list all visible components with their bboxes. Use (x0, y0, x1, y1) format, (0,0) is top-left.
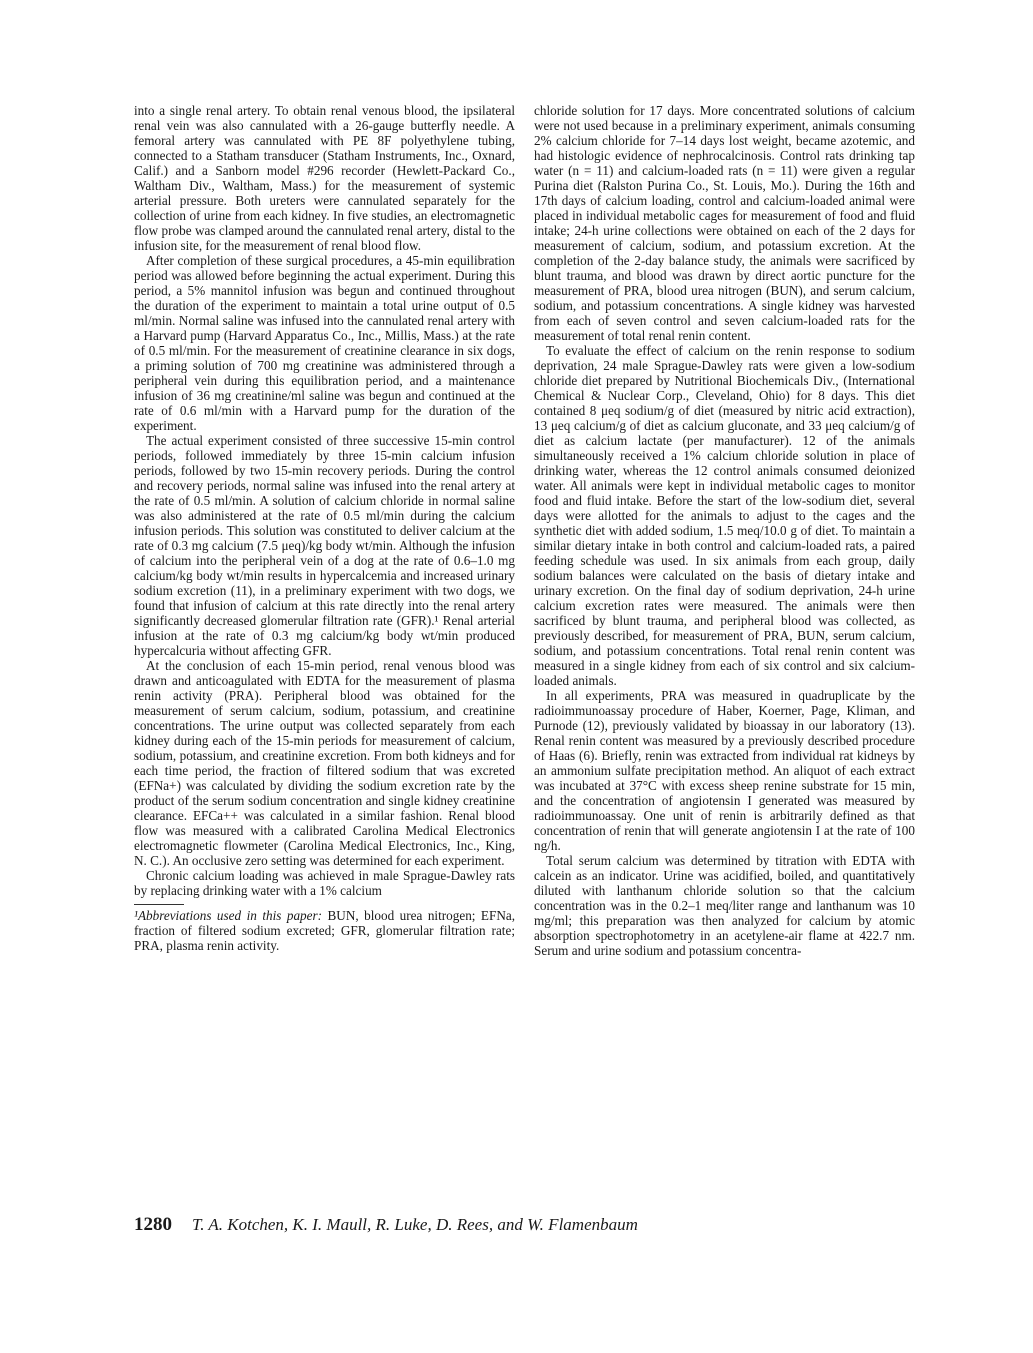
paragraph: To evaluate the effect of calcium on the renin response to sodium deprivation, 24 male Sprague-Dawley rats were given a low-sodium chloride diet prepared by Nutritional Biochemicals Div., (International Chemical & Nuclear Corp., Cleveland, Ohio) for 8 days. This diet contained 8 μeq sodium/g of diet (measured by nitric acid extraction), 13 μeq calcium/g of diet as calcium gluconate, and 33 μeq calcium/g of diet as calcium lactate (per manufacturer). 12 of the animals simultaneously received a 1% calcium chloride solution in place of drinking water, whereas the 12 control animals consumed deionized water. All animals were kept in individual metabolic cages to monitor food and fluid intake. Before the start of the low-sodium diet, several days were allotted for the animals to adjust to the cages and the synthetic diet with added sodium, 1.5 meq/10.0 g of diet. To maintain a similar dietary intake in both control and calcium-loaded rats, a paired feeding schedule was used. In six animals from each group, daily sodium balances were calculated on the basis of dietary intake and urinary excretion. On the final day of sodium deprivation, 24-h urine calcium excretion rates were measured. The animals were then sacrificed by blunt trauma, and peripheral blood was collected, as previously described, for measurement of PRA, BUN, serum calcium, sodium, and potassium concentrations. Total renal renin content was measured in a single kidney from each of six control and six calcium-loaded animals. (534, 343, 915, 688)
paragraph: After completion of these surgical procedures, a 45-min equilibration period was allowed before beginning the actual experiment. During this period, a 5% mannitol infusion was begun and continued throughout the duration of the experiment to maintain a total urine output of 0.5 ml/min. Normal saline was infused into the cannulated renal artery with a Harvard pump (Harvard Apparatus Co., Inc., Millis, Mass.) at the rate of 0.5 ml/min. For the measurement of creatinine clearance in six dogs, a priming solution of 700 mg creatinine was administered through a peripheral vein during this equilibration period, and a maintenance infusion of 36 mg creatinine/ml saline was begun and continued at the rate of 0.6 ml/min with a Harvard pump for the duration of the experiment. (134, 253, 515, 433)
footnote-lead: ¹Abbreviations used in this paper: (134, 908, 323, 923)
paragraph: In all experiments, PRA was measured in quadruplicate by the radioimmunoassay procedure of Haber, Koerner, Page, Kliman, and Purnode (12), previously validated by bioassay in our laboratory (13). Renal renin content was measured by a previously described procedure of Haas (6). Briefly, renin was extracted from individual rat kidneys by an ammonium sulfate precipitation method. An aliquot of each extract was incubated at 37°C with excess sheep renine substrate for 15 min, and the concentration of angiotensin I generated was measured by radioimmunoassay. One unit of renin is arbitrarily defined as that concentration of renin that will generate angiotensin I at the rate of 100 ng/h. (534, 688, 915, 853)
footnote (134, 908, 515, 953)
page-footer (134, 1214, 834, 1236)
footnote-divider (134, 904, 184, 905)
paragraph: Chronic calcium loading was achieved in male Sprague-Dawley rats by replacing drinking water with a 1% calcium (134, 868, 515, 898)
left-column (134, 103, 515, 953)
paragraph: At the conclusion of each 15-min period, renal venous blood was drawn and anticoagulated with EDTA for the measurement of plasma renin activity (PRA). Peripheral blood was obtained for the measurement of serum calcium, sodium, potassium, and creatinine concentrations. The urine output was collected separately from each kidney during each of the 15-min periods for measurement of calcium, sodium, potassium, and creatinine excretion. From both kidneys and for each time period, the fraction of filtered sodium that was excreted (EFNa+) was calculated by dividing the sodium excretion rate by the product of the serum sodium concentration and single kidney creatinine clearance. EFCa++ was calculated in a similar fashion. Renal blood flow was measured with a calibrated Carolina Medical Electronics electromagnetic flowmeter (Carolina Medical Electronics, Inc., King, N. C.). An occlusive zero setting was determined for each experiment. (134, 658, 515, 868)
author-line: T. A. Kotchen, K. I. Maull, R. Luke, D. Rees, and W. Flamenbaum (192, 1215, 638, 1234)
page-number: 1280 (134, 1214, 172, 1235)
paragraph: into a single renal artery. To obtain renal venous blood, the ipsilateral renal vein was also cannulated with a 26-gauge butterfly needle. A femoral artery was cannulated with PE 8F polyethylene tubing, connected to a Statham transducer (Statham Instruments, Inc., Oxnard, Calif.) and a Sanborn model #296 recorder (Hewlett-Packard Co., Waltham Div., Waltham, Mass.) for the measurement of systemic arterial pressure. Both ureters were cannulated separately for the collection of urine from each kidney. In five studies, an electromagnetic flow probe was clamped around the cannulated renal artery, distal to the infusion site, for the measurement of renal blood flow. (134, 103, 515, 253)
paragraph: chloride solution for 17 days. More concentrated solutions of calcium were not used because in a preliminary experiment, animals consuming 2% calcium chloride for 7–14 days lost weight, became azotemic, and had histologic evidence of nephrocalcinosis. Control rats drinking tap water (n = 11) and calcium-loaded rats (n = 11) were given a regular Purina diet (Ralston Purina Co., St. Louis, Mo.). During the 16th and 17th days of calcium loading, control and calcium-loaded animal were placed in individual metabolic cages for measurement of food and fluid intake; 24-h urine collections were obtained on each of the 2 days for measurement of calcium, sodium, and potassium excretion. At the completion of the 2-day balance study, the animals were sacrificed by blunt trauma, and blood was drawn by direct aortic puncture for the measurement of PRA, blood urea nitrogen (BUN), and serum calcium, sodium, and potassium concentrations. A single kidney was harvested from each of seven control and seven calcium-loaded rats for the measurement of total renal renin content. (534, 103, 915, 343)
footnote-text: BUN, blood urea nitrogen; EFNa, fraction of filtered sodium excreted; GFR, glomerular filtration rate; PRA, plasma renin activity. (134, 908, 515, 953)
right-column (534, 103, 915, 958)
paragraph: Total serum calcium was determined by titration with EDTA with calcein as an indicator. Urine was acidified, boiled, and quantitatively diluted with lanthanum chloride solution so that the calcium concentration was in the 0.2–1 meq/liter range and lanthanum was 10 mg/ml; this preparation was then analyzed for calcium by atomic absorption spectrophotometry in an acetylene-air flame at 422.7 nm. Serum and urine sodium and potassium concentra- (534, 853, 915, 958)
paragraph: The actual experiment consisted of three successive 15-min control periods, followed immediately by three 15-min calcium infusion periods, followed by two 15-min recovery periods. During the control and recovery periods, normal saline was infused into the renal artery at the rate of 0.5 ml/min. A solution of calcium chloride in normal saline was also administered at the rate of 0.5 ml/min during the calcium infusion periods. This solution was constituted to deliver calcium at the rate of 0.3 mg calcium (7.5 μeq)/kg body wt/min. Although the infusion of calcium into the peripheral vein of a dog at the rate of 0.6–1.0 mg calcium/kg body wt/min results in hypercalcemia and increased urinary sodium excretion (11), in a preliminary experiment with two dogs, we found that infusion of calcium at this rate directly into the renal artery significantly decreased glomerular filtration rate (GFR).¹ Renal arterial infusion at the rate of 0.3 mg calcium/kg body wt/min produced hypercalcuria without affecting GFR. (134, 433, 515, 658)
